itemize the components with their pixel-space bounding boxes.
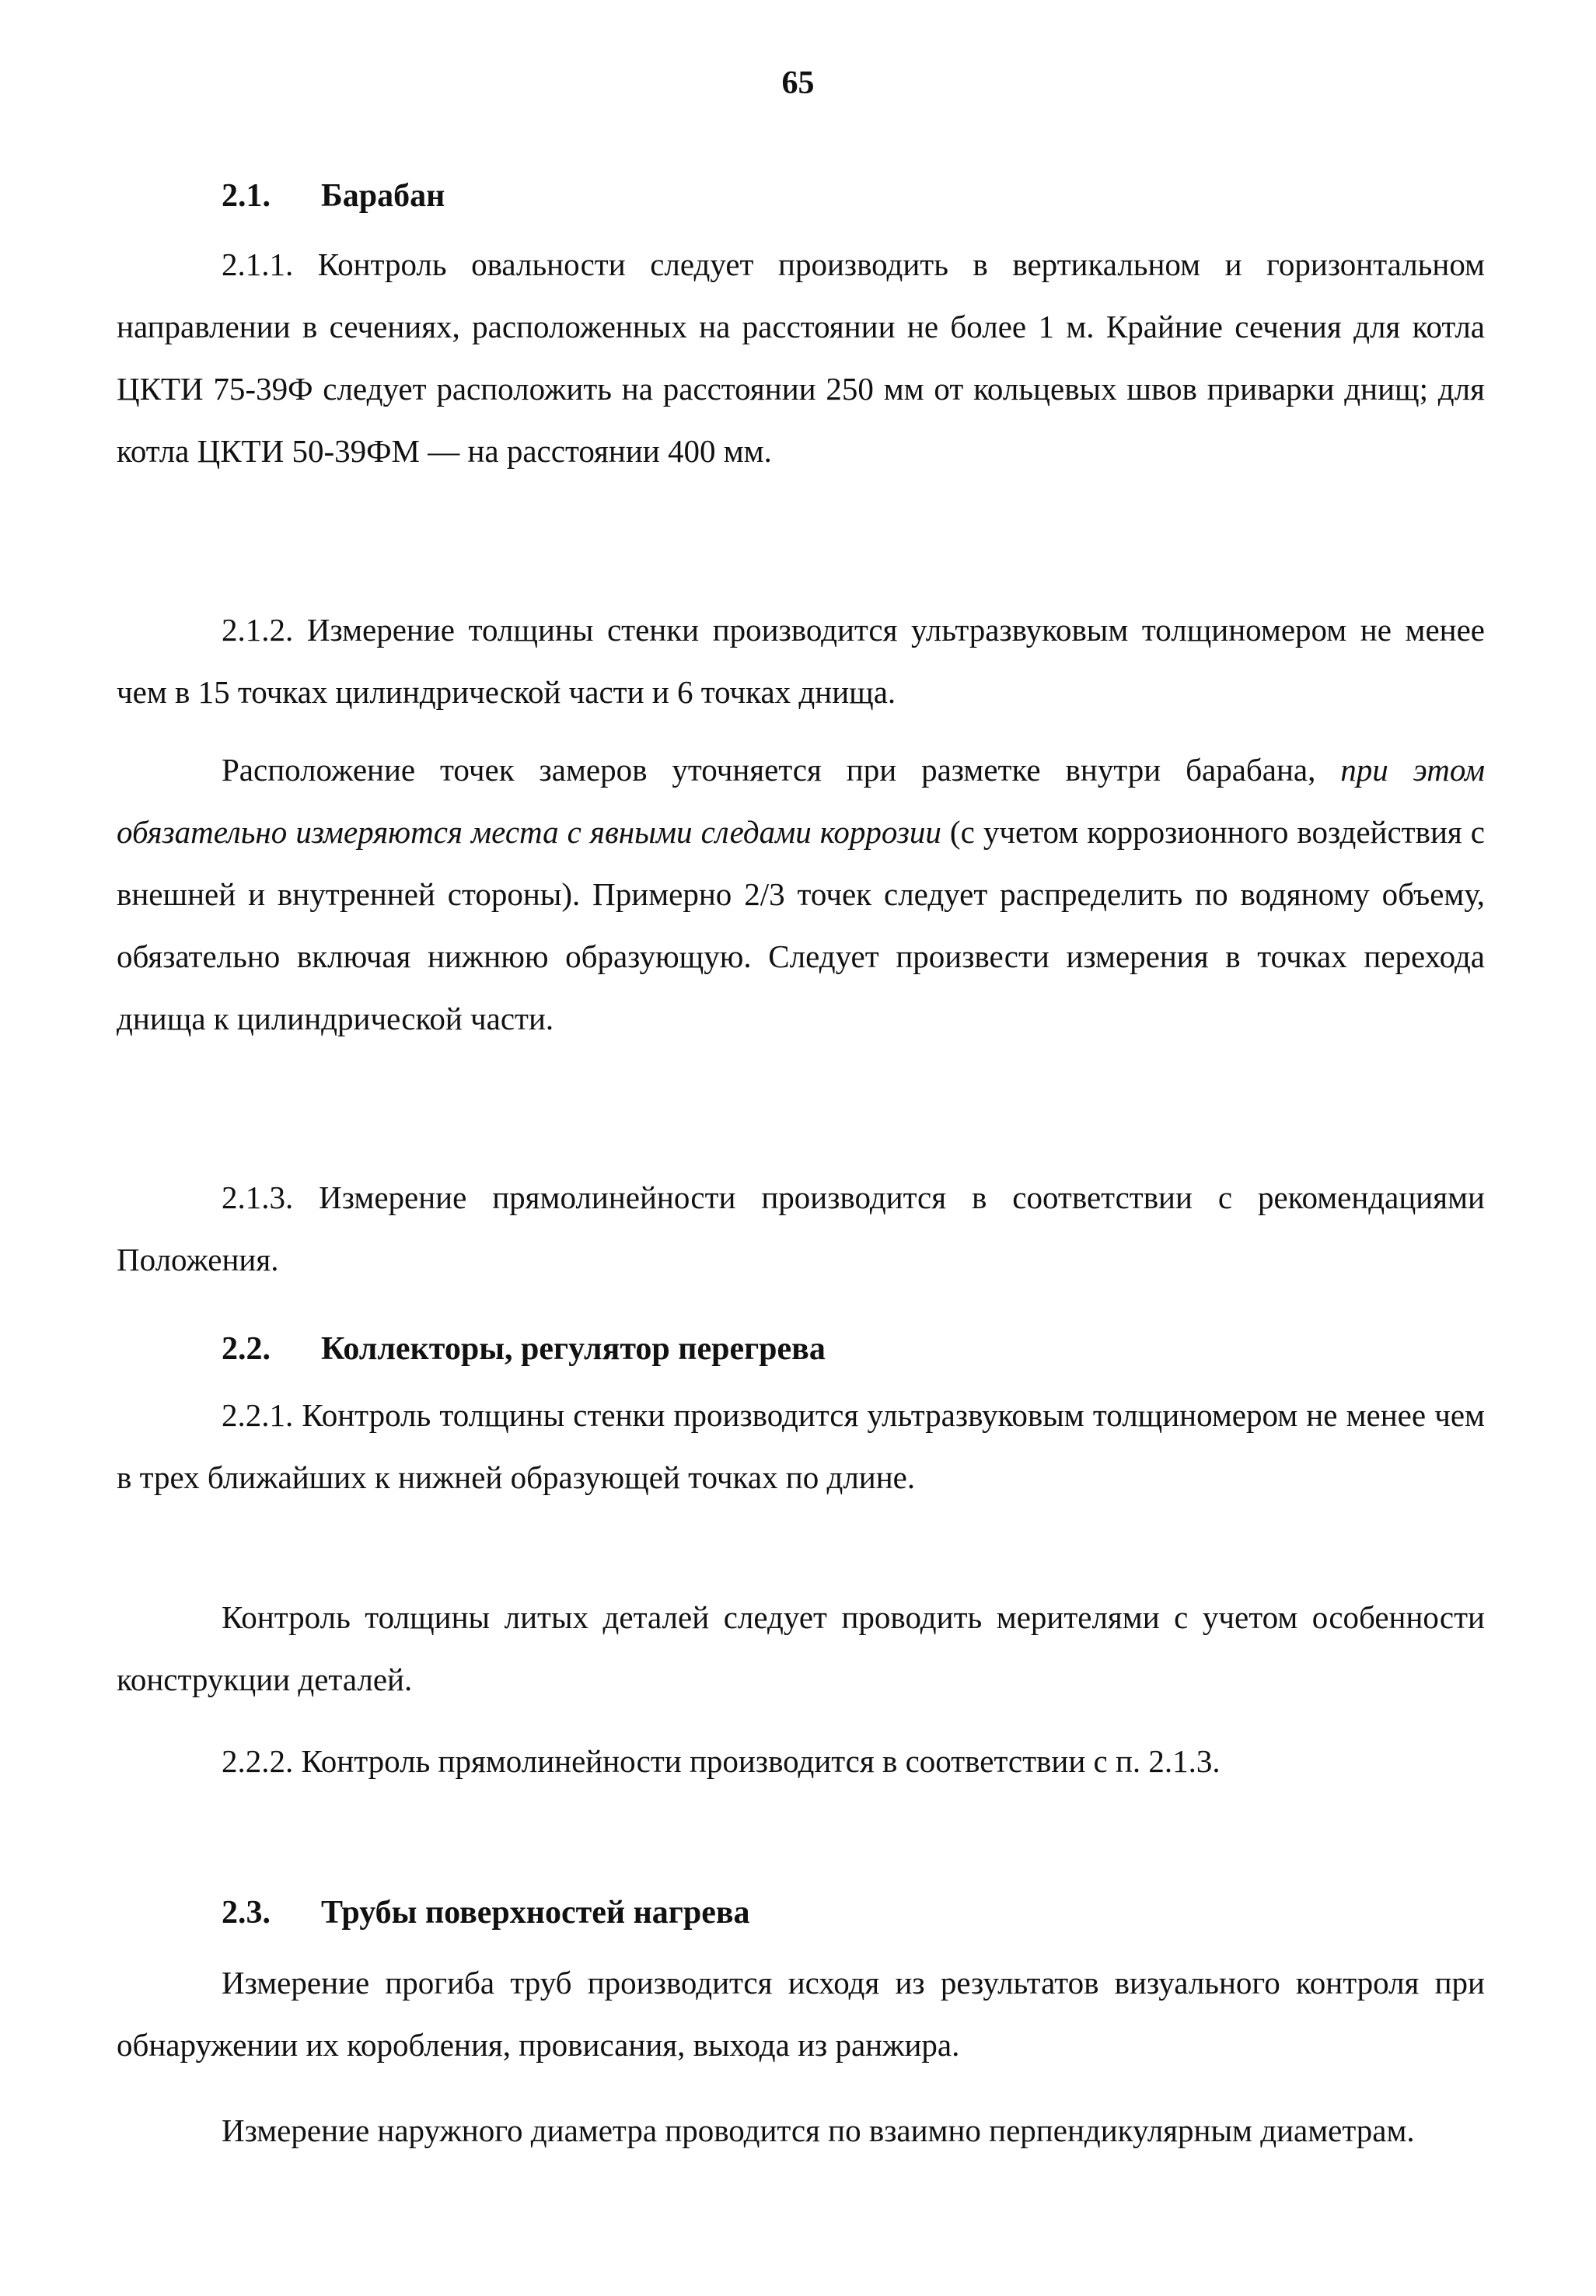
paragraph-text-start: Расположение точек замеров уточняется при разметке внутри барабана, [222,752,1341,788]
paragraph-text: Измерение наружного диаметра проводится по взаимно перпендикулярным диаметрам. [222,2113,1415,2148]
paragraph-text: Измерение прогиба труб производится исходя из результатов визуального контроля при обнаружении их коробления, провисания, выхода из ранжира. [117,1965,1485,2063]
paragraph-outer-diameter [117,2099,1485,2161]
paragraph-2-2-2 [117,1730,1485,1792]
section-title: Коллекторы, регулятор перегрева [321,1331,826,1367]
section-title: Трубы поверхностей нагрева [321,1895,750,1931]
paragraph-2-1-1 [117,233,1485,482]
section-heading-2-3 [222,1889,750,1936]
paragraph-text-end: (с учетом коррозионного воздействия с внешней и внутренней стороны). Примерно 2/3 точек следует распределить по водяному объему, обязательно включая нижнюю образующую. Следует произвести измерения в точках перехода днища к цилиндрической части. [117,814,1485,1036]
paragraph-2-1-2 [117,599,1485,723]
paragraph-text: 2.1.1. Контроль овальности следует производить в вертикальном и горизонтальном направлении в сечениях, расположенных на расстоянии не более 1 м. Крайние сечения для котла ЦКТИ 75-39Ф следует расположить на расстоянии 250 мм от кольцевых швов приварки днищ; для котла ЦКТИ 50-39ФМ — на расстоянии 400 мм. [117,246,1485,469]
section-heading-2-2 [222,1326,826,1372]
section-heading-2-1 [222,173,445,219]
paragraph-text: 2.1.2. Измерение толщины стенки производится ультразвуковым толщиномером не менее чем в 15 точках цилиндрической части и 6 точках днища. [117,612,1485,710]
paragraph-text: 2.2.1. Контроль толщины стенки производится ультразвуковым толщиномером не менее чем в трех ближайших к нижней образующей точках по длине. [117,1397,1485,1495]
section-number: 2.3. [222,1895,271,1931]
section-number: 2.1. [222,178,271,214]
section-number: 2.2. [222,1331,271,1367]
paragraph-text: Контроль толщины литых деталей следует проводить мерителями с учетом особенности конструкции деталей. [117,1599,1485,1697]
paragraph-text: 2.1.3. Измерение прямолинейности производится в соответствии с рекомендациями Положения. [117,1179,1485,1277]
paragraph-2-1-3 [117,1166,1485,1291]
paragraph-tube-bend [117,1952,1485,2076]
page-number: 65 [781,65,815,101]
section-title: Барабан [321,178,445,214]
paragraph-2-2-1 [117,1384,1485,1508]
paragraph-text [117,739,1485,1050]
paragraph-measurement-locations [117,739,1485,1050]
paragraph-cast-parts [117,1586,1485,1711]
paragraph-text-italic: при этом обязательно измеряются места с явными следами коррозии [117,752,1485,850]
paragraph-text: 2.2.2. Контроль прямолинейности производится в соответствии с п. 2.1.3. [222,1743,1221,1779]
